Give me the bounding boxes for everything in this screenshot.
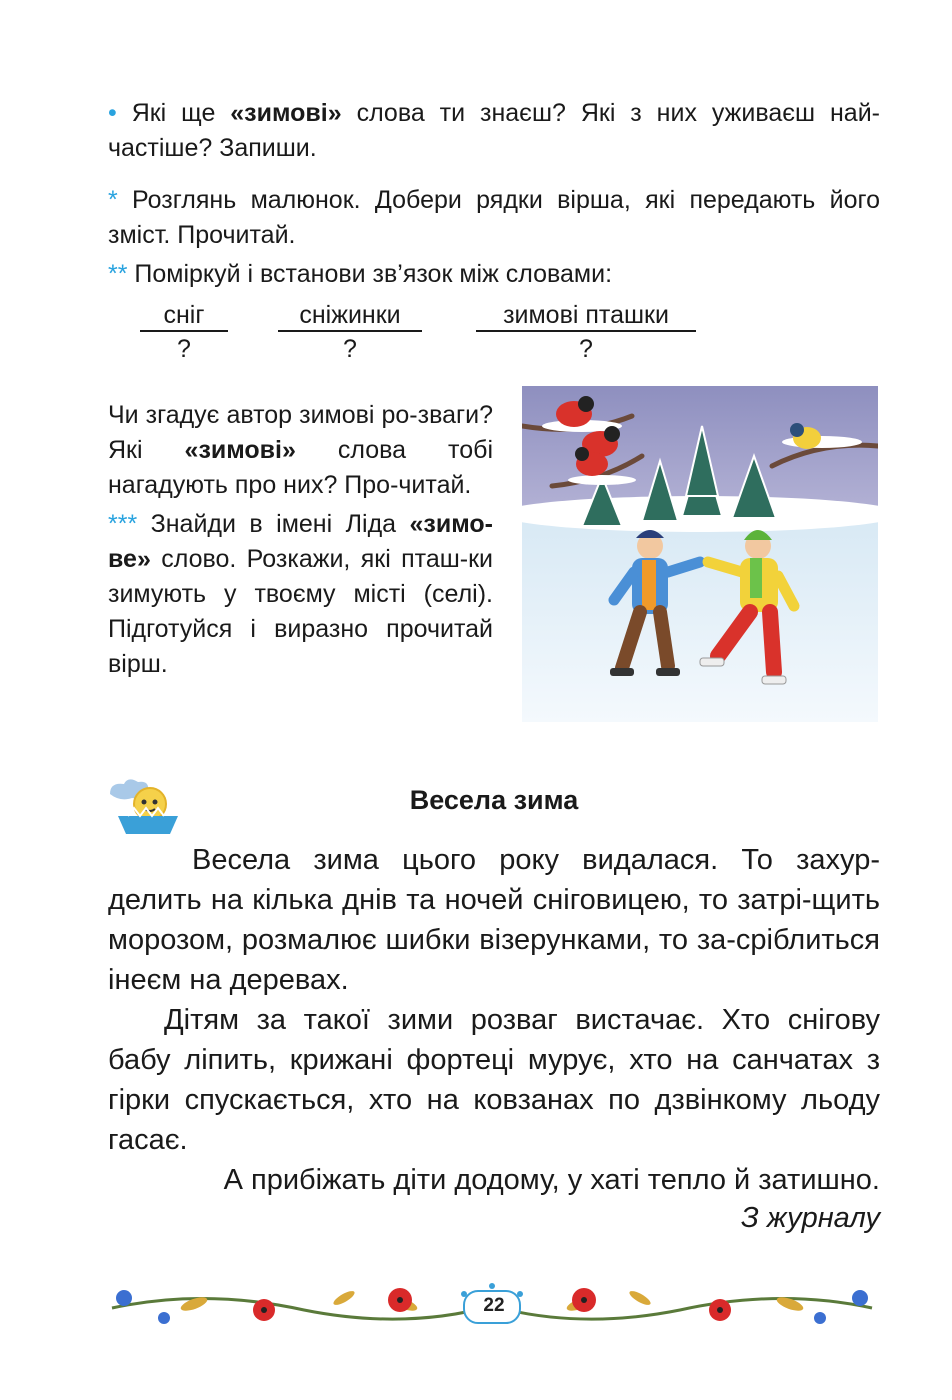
story-title: Весела зима [409,785,579,815]
question-4 [108,398,493,503]
story-paragraph: Весела зима цього року видалася. То захур-делить на кілька днів та ночей сніговицею, то затрі-щить морозом, розмалює шибки візерунками, то за-сріблиться інеєм на деревах. [108,844,880,996]
question-3 [108,257,880,292]
story-source: З журналу [740,1202,880,1234]
story-paragraph: Дітям за такої зими розваг вистачає. Хто снігову бабу ліпить, крижані фортеці мурує, хто на санчатах з гірки спускається, хто на ковзанах по дзвінкому льоду гасає. [108,1004,880,1156]
relation-question: ? [579,335,593,363]
question-2-text: Розглянь малюнок. Добери рядки вірша, які передають його зміст. Прочитай. [108,186,880,249]
question-4-text-a: Чи згадує автор зимові ро-зваги? Які [108,401,493,464]
relation-question: ? [177,335,191,363]
relation-item [140,300,228,366]
triple-asterisk-marker: *** [108,510,138,538]
relation-question: ? [343,335,357,363]
question-1-text-b: слова ти знаєш? Які з них уживаєш най-частіше? Запиши. [108,99,880,162]
story-paragraph: А прибіжать діти додому, у хаті тепло й затишно. [223,1164,880,1196]
side-questions [108,398,493,682]
question-1-word: «зимові» [230,99,342,127]
question-5 [108,507,493,682]
bullet-marker: • [108,99,117,127]
question-4-text-b: слова тобі нагадують про них? Про-читай. [108,436,494,499]
question-5-word: «зимо-ве» [108,510,493,573]
relation-word: зимові пташки [476,300,696,332]
question-4-word: «зимові» [184,436,296,464]
word-relations [108,300,880,370]
page-number: 22 [483,1295,505,1316]
question-2 [108,183,880,253]
story-text [108,840,880,1200]
question-3-text: Поміркуй і встанови зв’язок між словами: [127,260,613,288]
asterisk-marker: * [108,186,118,214]
winter-skating-illustration [522,386,878,722]
question-5-text-b: слово. Розкажи, які пташ-ки зимують у твоєму місті (селі). Підготуйся і виразно прочитай вірш. [108,545,493,678]
double-asterisk-marker: ** [108,260,128,288]
question-1 [108,96,880,166]
question-5-text-a: Знайди в імені Ліда [137,510,410,538]
relation-word: сніжинки [278,300,422,332]
question-1-text-a: Які ще [116,99,231,127]
relation-item [476,300,696,366]
relation-item [278,300,422,366]
relation-word: сніг [140,300,228,332]
